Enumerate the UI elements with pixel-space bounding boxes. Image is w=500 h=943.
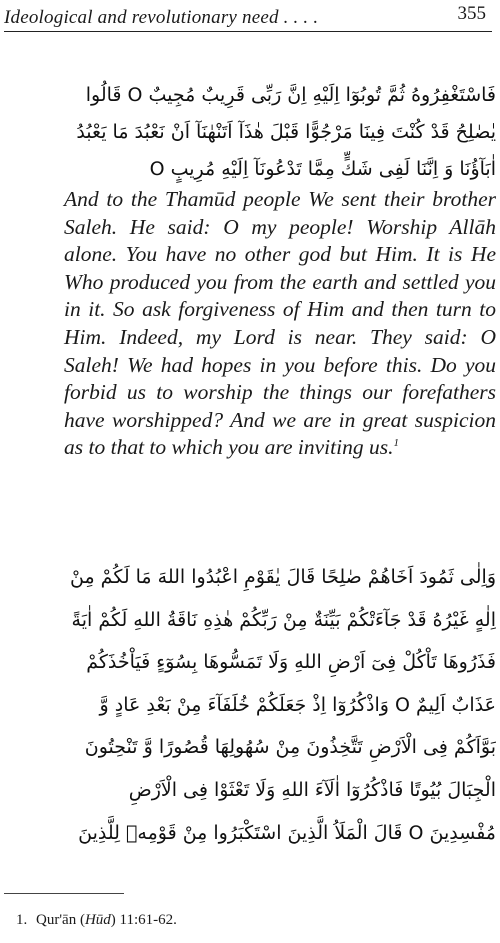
arabic-line: مُفْسِدِينَ O قَالَ الْمَلَاُ الَّذِينَ اسْتَكْبَرُوا مِنْ قَوْمِهٖ لِلَّذِينَ <box>78 821 496 844</box>
footnote-sura: Hūd <box>84 912 111 928</box>
english-translation <box>64 186 496 462</box>
arabic-verse-bottom <box>64 556 496 854</box>
footnote <box>16 912 177 929</box>
arabic-line: فَاسْتَغْفِرُوهُ ثُمَّ تُوبُوٓا اِلَيْهِ اِنَّ رَبِّى قَرِيبٌ مُجِيبٌ O قَالُوا <box>85 84 496 106</box>
footnote-ref: 1 <box>393 437 399 450</box>
translation-text: And to the Thamūd people We sent their brother Saleh. He said: O my people! Worship Allāh alone. You have no other god but Him. It is He Who produced you from the earth and settled you in it. So ask forgiveness of Him and then turn to Him. Indeed, my Lord is near. They said: O Saleh! We had hopes in you before this. Do you forbid us to worship the things our forefathers have worshipped? And we are in great suspicion as to that to which you are inviting us. <box>64 187 496 460</box>
arabic-line: بَوَّاَكُمْ فِى الْاَرْضِ تَتَّخِذُونَ مِنْ سُهُولِهَا قُصُورًا وَّ تَنْحِتُونَ <box>84 736 496 759</box>
arabic-line: اٰبَآؤُنَا وَ اِنَّنَا لَفِى شَكٍّ مِمَّا تَدْعُونَآ اِلَيْهِ مُرِيبٍ O <box>149 158 496 180</box>
page-number: 355 <box>457 3 486 24</box>
arabic-verse-top <box>64 77 496 188</box>
footnote-prefix: Qur'ān ( <box>36 912 85 928</box>
arabic-line: فَذَرُوهَا تَاْكُلْ فِىٓ اَرْضِ اللهِ وَلَا تَمَسُّوهَا بِسُوٓءٍ فَيَاْخُذَكُمْ <box>86 651 496 674</box>
footnote-number: 1. <box>16 912 28 928</box>
arabic-line: اِلٰهٍ غَيْرُهُ قَدْ جَآءَتْكُمْ بَيِّنَةٌ مِنْ رَبِّكُمْ هٰذِهِ نَاقَةُ اللهِ لَكُمْ اٰيَةً <box>71 608 496 631</box>
running-title: Ideological and revolutionary need . . . . <box>4 7 319 28</box>
arabic-line: الْجِبَالَ بُيُوتًا فَاذْكُرُوٓا اٰلَآءَ اللهِ وَلَا تَعْثَوْا فِى الْاَرْضِ <box>128 778 496 801</box>
page-header <box>0 0 500 30</box>
header-rule <box>4 31 492 32</box>
footnote-suffix: ) 11:61-62. <box>110 912 177 928</box>
footnote-rule <box>4 893 124 894</box>
arabic-line: عَذَابٌ اَلِيمٌ O وَاذْكُرُوٓا اِذْ جَعَلَكُمْ خُلَفَآءَ مِنْ بَعْدِ عَادٍ وَّ <box>99 693 496 716</box>
arabic-line: يٰصٰلِحُ قَدْ كُنْتَ فِينَا مَرْجُوًّا قَبْلَ هٰذَآ اَتَنْهٰنَآ اَنْ نَعْبُدَ مَا يَعْبُدُ <box>76 121 496 143</box>
arabic-line: وَاِلٰى ثَمُودَ اَخَاهُمْ صٰلِحًا قَالَ يٰقَوْمِ اعْبُدُوا اللهَ مَا لَكُمْ مِنْ <box>70 566 496 588</box>
